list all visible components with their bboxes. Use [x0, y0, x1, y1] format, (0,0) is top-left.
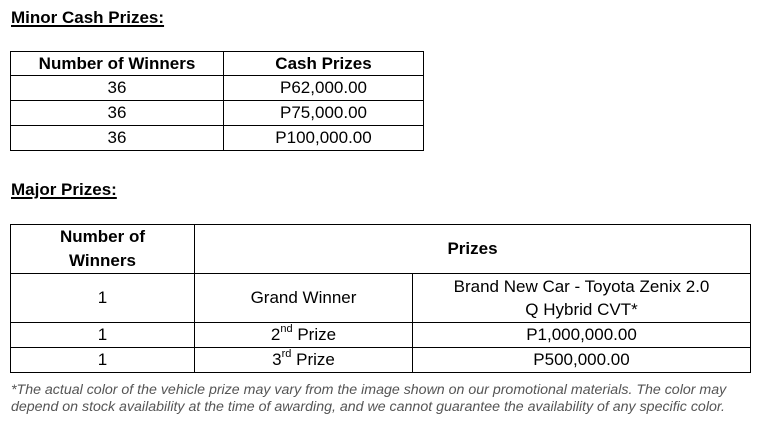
header-number-of-winners: Number of Winners	[11, 52, 224, 76]
winners-cell: 36	[11, 76, 224, 101]
winners-cell: 1	[11, 348, 195, 373]
prize-cell: P75,000.00	[224, 101, 424, 126]
table-header-row	[11, 52, 424, 76]
ordinal-number: 3	[272, 350, 282, 369]
table-row	[11, 126, 424, 151]
header-winners-line1: Number of	[60, 227, 145, 246]
prize-label-cell: Grand Winner	[195, 274, 413, 323]
winners-cell: 36	[11, 101, 224, 126]
ordinal-suffix: nd	[280, 323, 293, 336]
major-prizes-heading: Major Prizes:	[11, 180, 117, 199]
winners-cell: 1	[11, 323, 195, 348]
prize-cell: P100,000.00	[224, 126, 424, 151]
prize-cell: P500,000.00	[413, 348, 751, 373]
table-row	[11, 323, 751, 348]
header-winners-line2: Winners	[69, 251, 136, 270]
ordinal-suffix: rd	[281, 348, 292, 361]
prize-label-text: Prize	[291, 350, 335, 369]
ordinal-number: 2	[270, 325, 281, 344]
prize-line2: Q Hybrid CVT*	[525, 300, 638, 319]
prize-cell	[413, 274, 751, 323]
table-row	[11, 274, 751, 323]
winners-cell: 1	[11, 274, 195, 323]
minor-prizes-heading: Minor Cash Prizes:	[11, 8, 165, 27]
header-cash-prizes: Cash Prizes	[224, 52, 424, 76]
table-row	[11, 101, 424, 126]
prize-cell: P62,000.00	[224, 76, 424, 101]
prize-label-cell	[195, 323, 413, 348]
header-number-of-winners	[11, 225, 195, 274]
table-header-row	[11, 225, 751, 274]
disclaimer-note: *The actual color of the vehicle prize may vary from the image shown on our promotional materials. The color may depend on stock availability at the time of awarding, and we cannot guarantee the availability of any specific color.	[11, 382, 727, 415]
minor-prizes-table	[10, 51, 424, 151]
prize-line1: Brand New Car - Toyota Zenix 2.0	[453, 277, 710, 296]
header-prizes: Prizes	[195, 225, 751, 274]
table-row	[11, 76, 424, 101]
prize-cell: P1,000,000.00	[413, 323, 751, 348]
major-prizes-table	[10, 224, 751, 373]
winners-cell: 36	[11, 126, 224, 151]
table-row	[11, 348, 751, 373]
prize-label-text: Prize	[292, 325, 337, 344]
prize-label-cell	[195, 348, 413, 373]
